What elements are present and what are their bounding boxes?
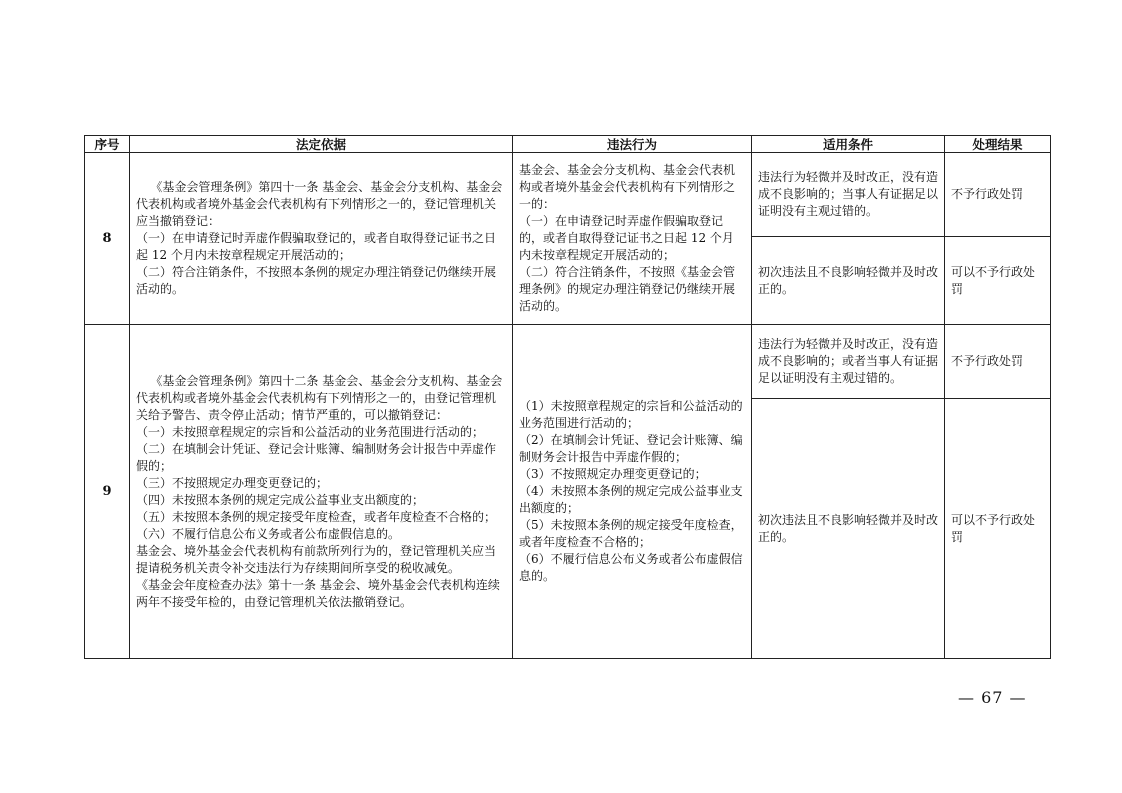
row-seq: 9 bbox=[85, 325, 130, 659]
table-row bbox=[85, 153, 1051, 237]
legal-basis-cell bbox=[130, 325, 513, 659]
result-cell: 不予行政处罚 bbox=[945, 325, 1051, 399]
violation-cell bbox=[513, 153, 752, 325]
violation-paragraph: （2）在填制会计凭证、登记会计账簿、编制财务会计报告中弄虚作假的； bbox=[519, 433, 743, 464]
row-seq: 8 bbox=[85, 153, 130, 325]
basis-paragraph: （二）符合注销条件，不按照本条例的规定办理注销登记仍继续开展活动的。 bbox=[136, 265, 497, 296]
basis-paragraph: （三）不按照规定办理变更登记的； bbox=[136, 475, 329, 490]
basis-paragraph: 《基金会管理条例》第四十一条 基金会、基金会分支机构、基金会代表机构或者境外基金会代表机构有下列情形之一的，登记管理机关应当撤销登记： bbox=[136, 180, 503, 228]
basis-paragraph: 基金会、境外基金会代表机构有前款所列行为的，登记管理机关应当提请税务机关责令补交违法行为存续期间所享受的税收减免。 bbox=[136, 543, 497, 575]
basis-paragraph: （二）在填制会计凭证、登记会计账簿、编制财务会计报告中弄虚作假的； bbox=[136, 441, 497, 473]
basis-paragraph: （六）不履行信息公布义务或者公布虚假信息的。 bbox=[136, 526, 401, 541]
violation-paragraph: （1）未按照章程规定的宗旨和公益活动的业务范围进行活动的； bbox=[519, 399, 743, 430]
header-legal-basis: 法定依据 bbox=[130, 136, 513, 153]
basis-paragraph: 《基金会管理条例》第四十二条 基金会、基金会分支机构、基金会代表机构或者境外基金会代表机构有下列情形之一的，由登记管理机关给予警告、责令停止活动；情节严重的，可以撤销登记： bbox=[136, 373, 503, 422]
header-seq: 序号 bbox=[85, 136, 130, 153]
violation-paragraph: （6）不履行信息公布义务或者公布虚假信息的。 bbox=[519, 552, 743, 583]
violation-paragraph: 基金会、基金会分支机构、基金会代表机构或者境外基金会代表机构有下列情形之一的： bbox=[519, 163, 736, 211]
basis-paragraph: （四）未按照本条例的规定完成公益事业支出额度的； bbox=[136, 492, 425, 507]
header-violation: 违法行为 bbox=[513, 136, 752, 153]
violation-paragraph: （一）在申请登记时弄虚作假骗取登记的，或者自取得登记证书之日起 12 个月内未按章程规定开展活动的； bbox=[519, 214, 734, 262]
basis-paragraph: （一）未按照章程规定的宗旨和公益活动的业务范围进行活动的； bbox=[136, 424, 485, 439]
header-result: 处理结果 bbox=[945, 136, 1051, 153]
header-condition: 适用条件 bbox=[752, 136, 945, 153]
result-cell: 不予行政处罚 bbox=[945, 153, 1051, 237]
legal-basis-cell bbox=[130, 153, 513, 325]
condition-cell: 初次违法且不良影响轻微并及时改正的。 bbox=[752, 399, 945, 659]
basis-paragraph: 《基金会年度检查办法》第十一条 基金会、境外基金会代表机构连续两年不接受年检的，由登记管理机关依法撤销登记。 bbox=[136, 577, 500, 609]
violation-paragraph: （3）不按照规定办理变更登记的； bbox=[519, 467, 707, 481]
violation-paragraph: （二）符合注销条件，不按照《基金会管理条例》的规定办理注销登记仍继续开展活动的。 bbox=[519, 265, 736, 313]
condition-cell: 初次违法且不良影响轻微并及时改正的。 bbox=[752, 237, 945, 325]
page-number: — 67 — bbox=[958, 688, 1027, 707]
basis-paragraph: （五）未按照本条例的规定接受年度检查，或者年度检查不合格的； bbox=[136, 509, 497, 524]
result-cell: 可以不予行政处罚 bbox=[945, 237, 1051, 325]
violation-paragraph: （5）未按照本条例的规定接受年度检查，或者年度检查不合格的； bbox=[519, 518, 743, 549]
result-cell: 可以不予行政处罚 bbox=[945, 399, 1051, 659]
violation-paragraph: （4）未按照本条例的规定完成公益事业支出额度的； bbox=[519, 484, 743, 515]
table-row bbox=[85, 325, 1051, 399]
condition-cell: 违法行为轻微并及时改正，没有造成不良影响的；当事人有证据足以证明没有主观过错的。 bbox=[752, 153, 945, 237]
basis-paragraph: （一）在申请登记时弄虚作假骗取登记的，或者自取得登记证书之日起 12 个月内未按章程规定开展活动的； bbox=[136, 231, 497, 262]
violation-cell bbox=[513, 325, 752, 659]
penalty-table bbox=[84, 135, 1051, 659]
table-header-row bbox=[85, 136, 1051, 153]
condition-cell: 违法行为轻微并及时改正，没有造成不良影响的；或者当事人有证据足以证明没有主观过错的。 bbox=[752, 325, 945, 399]
